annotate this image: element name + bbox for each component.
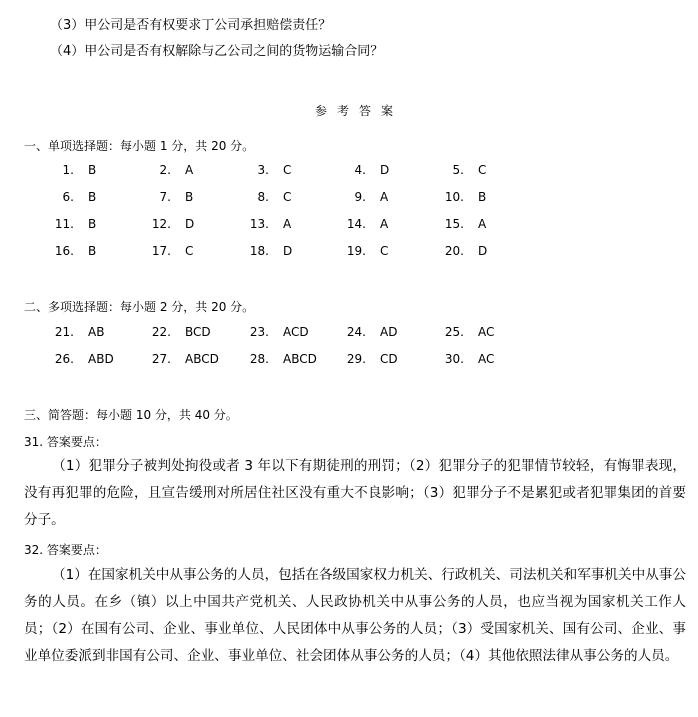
answer-choice: C [380, 244, 389, 258]
answer-item [243, 163, 291, 177]
answer-number: 6. [62, 190, 74, 204]
answer-number: 20. [444, 244, 464, 258]
answer-choice: A [478, 217, 487, 231]
section1-heading: 一、单项选择题：每小题 1 分，共 20 分。 [24, 139, 255, 153]
answer-number: 3. [257, 163, 269, 177]
answer-choice: C [478, 163, 487, 177]
answer-number: 28. [249, 352, 269, 366]
question-3 [50, 14, 331, 33]
answer-number: 16. [54, 244, 74, 258]
answer-number: 23. [249, 325, 269, 339]
answer-number: 19. [346, 244, 366, 258]
answer-item [438, 325, 494, 339]
answer-item [340, 352, 398, 366]
answer-choice: D [283, 244, 293, 258]
answer-choice: B [88, 163, 97, 177]
answer-item [438, 190, 486, 204]
answer-number: 12. [151, 217, 171, 231]
answer-choice: AC [478, 325, 495, 339]
answer-number: 4. [354, 163, 366, 177]
answer-choice: ABCD [185, 352, 219, 366]
answer-item [438, 352, 494, 366]
answer-choice: C [185, 244, 194, 258]
answer-item [48, 244, 96, 258]
answer-number: 26. [54, 352, 74, 366]
answer-number: 21. [54, 325, 74, 339]
answer-number: 14. [346, 217, 366, 231]
answer-choice: AB [88, 325, 105, 339]
answer-number: 1. [62, 163, 74, 177]
answer-item [340, 163, 389, 177]
answer-choice: D [185, 217, 195, 231]
question-4-text: 甲公司是否有权解除与乙公司之间的货物运输合同？ [84, 44, 384, 59]
answer-number: 17. [151, 244, 171, 258]
answer-number: 29. [346, 352, 366, 366]
answer-item [145, 244, 193, 258]
answer-choice: A [380, 217, 389, 231]
answer-item [340, 244, 388, 258]
answer-number: 8. [257, 190, 269, 204]
answer-choice: B [185, 190, 194, 204]
question-4-number: （4） [50, 44, 85, 59]
answer-item [438, 217, 486, 231]
answer-number: 15. [444, 217, 464, 231]
answer-number: 11. [54, 217, 74, 231]
q32-body [24, 562, 686, 670]
answer-item [48, 163, 96, 177]
answer-choice: D [478, 244, 488, 258]
answer-item [243, 190, 291, 204]
answer-item [438, 244, 487, 258]
answer-choice: ACD [283, 325, 309, 339]
answer-item [48, 352, 114, 366]
answer-choice: B [88, 217, 97, 231]
answer-number: 30. [444, 352, 464, 366]
answer-choice: A [380, 190, 389, 204]
answer-item [145, 217, 194, 231]
answer-item [48, 325, 104, 339]
question-4 [50, 40, 383, 59]
q31-body-text: （1）犯罪分子被判处拘役或者 3 年以下有期徒刑的刑罚；（2）犯罪分子的犯罪情节较轻，有悔罪表现，没有再犯罪的危险，且宣告缓刑对所居住社区没有重大不良影响；（3）犯罪分子不是累犯或者犯罪集团的首要分子。 [24, 458, 686, 528]
answer-number: 18. [249, 244, 269, 258]
answer-choice: ABCD [283, 352, 317, 366]
answer-item [438, 163, 486, 177]
answer-item [243, 352, 317, 366]
answer-item [340, 217, 388, 231]
question-3-number: （3） [50, 18, 85, 33]
answer-choice: B [88, 244, 97, 258]
q31-body [24, 453, 686, 534]
answer-number: 9. [354, 190, 366, 204]
answer-item [340, 190, 388, 204]
section2-heading: 二、多项选择题：每小题 2 分，共 20 分。 [24, 300, 255, 314]
answer-choice: D [380, 163, 390, 177]
answer-choice: ABD [88, 352, 114, 366]
answer-choice: C [283, 190, 292, 204]
answer-choice: C [283, 163, 292, 177]
section3-heading: 三、简答题：每小题 10 分，共 40 分。 [24, 408, 238, 422]
q32-label: 32. 答案要点： [24, 543, 107, 557]
answer-number: 13. [249, 217, 269, 231]
answer-choice: AD [380, 325, 398, 339]
answer-choice: AC [478, 352, 495, 366]
answer-choice: A [185, 163, 194, 177]
answer-item [340, 325, 397, 339]
answer-choice: CD [380, 352, 398, 366]
answer-number: 7. [159, 190, 171, 204]
answer-item [145, 163, 193, 177]
answer-number: 2. [159, 163, 171, 177]
answer-choice: B [88, 190, 97, 204]
answer-item [145, 190, 193, 204]
answer-number: 24. [346, 325, 366, 339]
answer-number: 10. [444, 190, 464, 204]
q32-body-text: （1）在国家机关中从事公务的人员，包括在各级国家权力机关、行政机关、司法机关和军事机关中从事公务的人员。在乡（镇）以上中国共产党机关、人民政协机关中从事公务的人员，也应当视为国家机关工作人员；（2）在国有公司、企业、事业单位、人民团体中从事公务的人员；（3）受国家机关、国有公司、企业、事业单位委派到非国有公司、企业、事业单位、社会团体从事公务的人员；（4）其他依照法律从事公务的人员。 [24, 567, 686, 664]
answer-number: 25. [444, 325, 464, 339]
answer-item [243, 244, 292, 258]
answer-title: 参考答案 [315, 104, 404, 118]
answer-choice: A [283, 217, 292, 231]
answer-item [243, 217, 291, 231]
answer-number: 22. [151, 325, 171, 339]
answer-item [243, 325, 309, 339]
answer-item [48, 217, 96, 231]
answer-item [145, 325, 211, 339]
answer-item [48, 190, 96, 204]
answer-number: 27. [151, 352, 171, 366]
answer-number: 5. [452, 163, 464, 177]
question-3-text: 甲公司是否有权要求丁公司承担赔偿责任？ [84, 18, 332, 33]
answer-item [145, 352, 219, 366]
answer-choice: BCD [185, 325, 211, 339]
answer-choice: B [478, 190, 487, 204]
q31-label: 31. 答案要点： [24, 435, 107, 449]
